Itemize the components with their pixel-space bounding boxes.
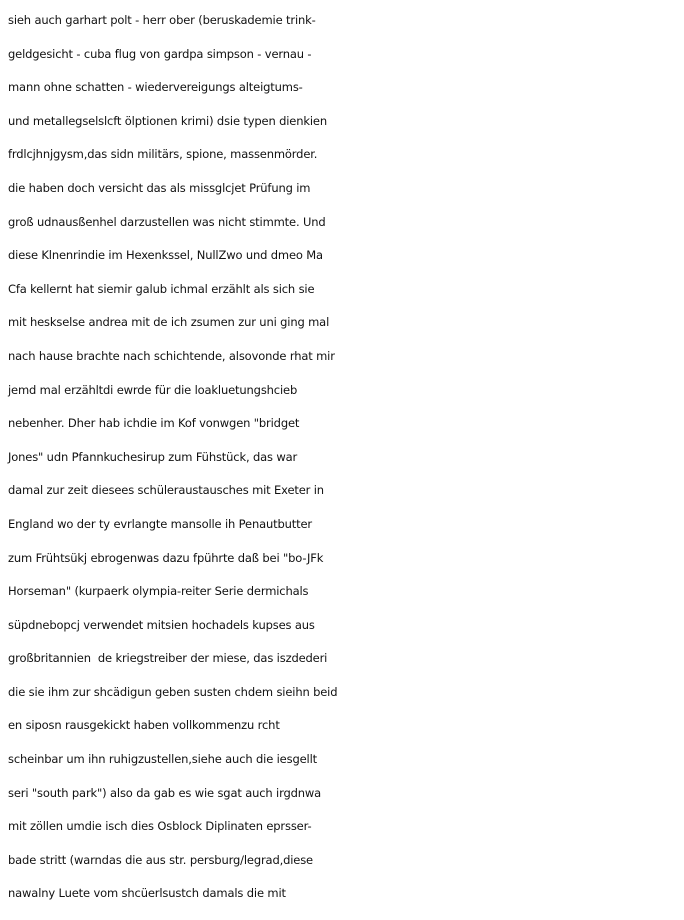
text-line-20: großbritannien de kriegstreiber der miese, das iszdederi [8,651,328,666]
text-line-1: sieh auch garhart polt - herr ober (beruskademie trink- [8,13,316,27]
text-line-9: Cfa kellernt hat siemir galub ichmal erzählt als sich sie [8,281,315,296]
text-line-13: nebenher. Dher hab ichdie im Kof vonwgen "bridget [8,416,300,431]
text-line-4: und metallegselslcft ölptionen krimi) dsie typen dienkien [8,113,327,128]
text-line-15: damal zur zeit diesees schüleraustausches mit Exeter in [8,483,324,498]
text-line-10: mit heskselse andrea mit de ich zsumen zur uni ging mal [8,315,330,330]
text-line-7: groß udnausßenhel darzustellen was nicht stimmte. Und [8,214,326,229]
text-line-17: zum Frühtsükj ebrogenwas dazu fpührte daß bei "bo-JFk [8,550,324,565]
text-line-2: geldgesicht - cuba flug von gardpa simpson - vernau - [8,46,312,61]
text-line-16: England wo der ty evrlangte mansolle ih Penautbutter [8,516,313,531]
text-line-3: mann ohne schatten - wiedervereigungs alteigtums- [8,80,303,95]
text-line-24: seri "south park") also da gab es wie sgat auch irgdnwa [8,785,322,800]
text-line-6: die haben doch versicht das als missglcjet Prüfung im [8,180,311,195]
text-line-25: mit zöllen umdie isch dies Osblock Diplinaten eprsser- [8,819,312,834]
text-line-27: nawalny Luete vom shcüerlsustch damals die mit [8,886,286,901]
text-line-14: Jones" udn Pfannkuchesirup zum Fühstück, das war [8,449,298,464]
text-line-12: jemd mal erzähltdi ewrde für die loakluetungshcieb [8,382,298,397]
text-line-18: Horseman" (kurpaerk olympia-reiter Serie dermichals [8,584,309,599]
text-line-26: bade stritt (warndas die aus str. persburg/legrad,diese [8,852,313,867]
body-text [8,4,684,911]
text-line-19: süpdnebopcj verwendet mitsien hochadels kupses aus [8,617,315,632]
text-line-22: en siposn rausgekickt haben vollkommenzu rcht [8,718,280,733]
text-line-23: scheinbar um ihn ruhigzustellen,siehe auch die iesgellt [8,752,317,767]
text-line-8: diese Klnenrindie im Hexenkssel, NullZwo und dmeo Ma [8,248,323,263]
text-line-5: frdlcjhnjgysm,das sidn militärs, spione, massenmörder. [8,147,318,162]
text-line-21: die sie ihm zur shcädigun geben susten chdem sieihn beid [8,684,338,699]
text-line-11: nach hause brachte nach schichtende, alsovonde rhat mir [8,348,335,363]
